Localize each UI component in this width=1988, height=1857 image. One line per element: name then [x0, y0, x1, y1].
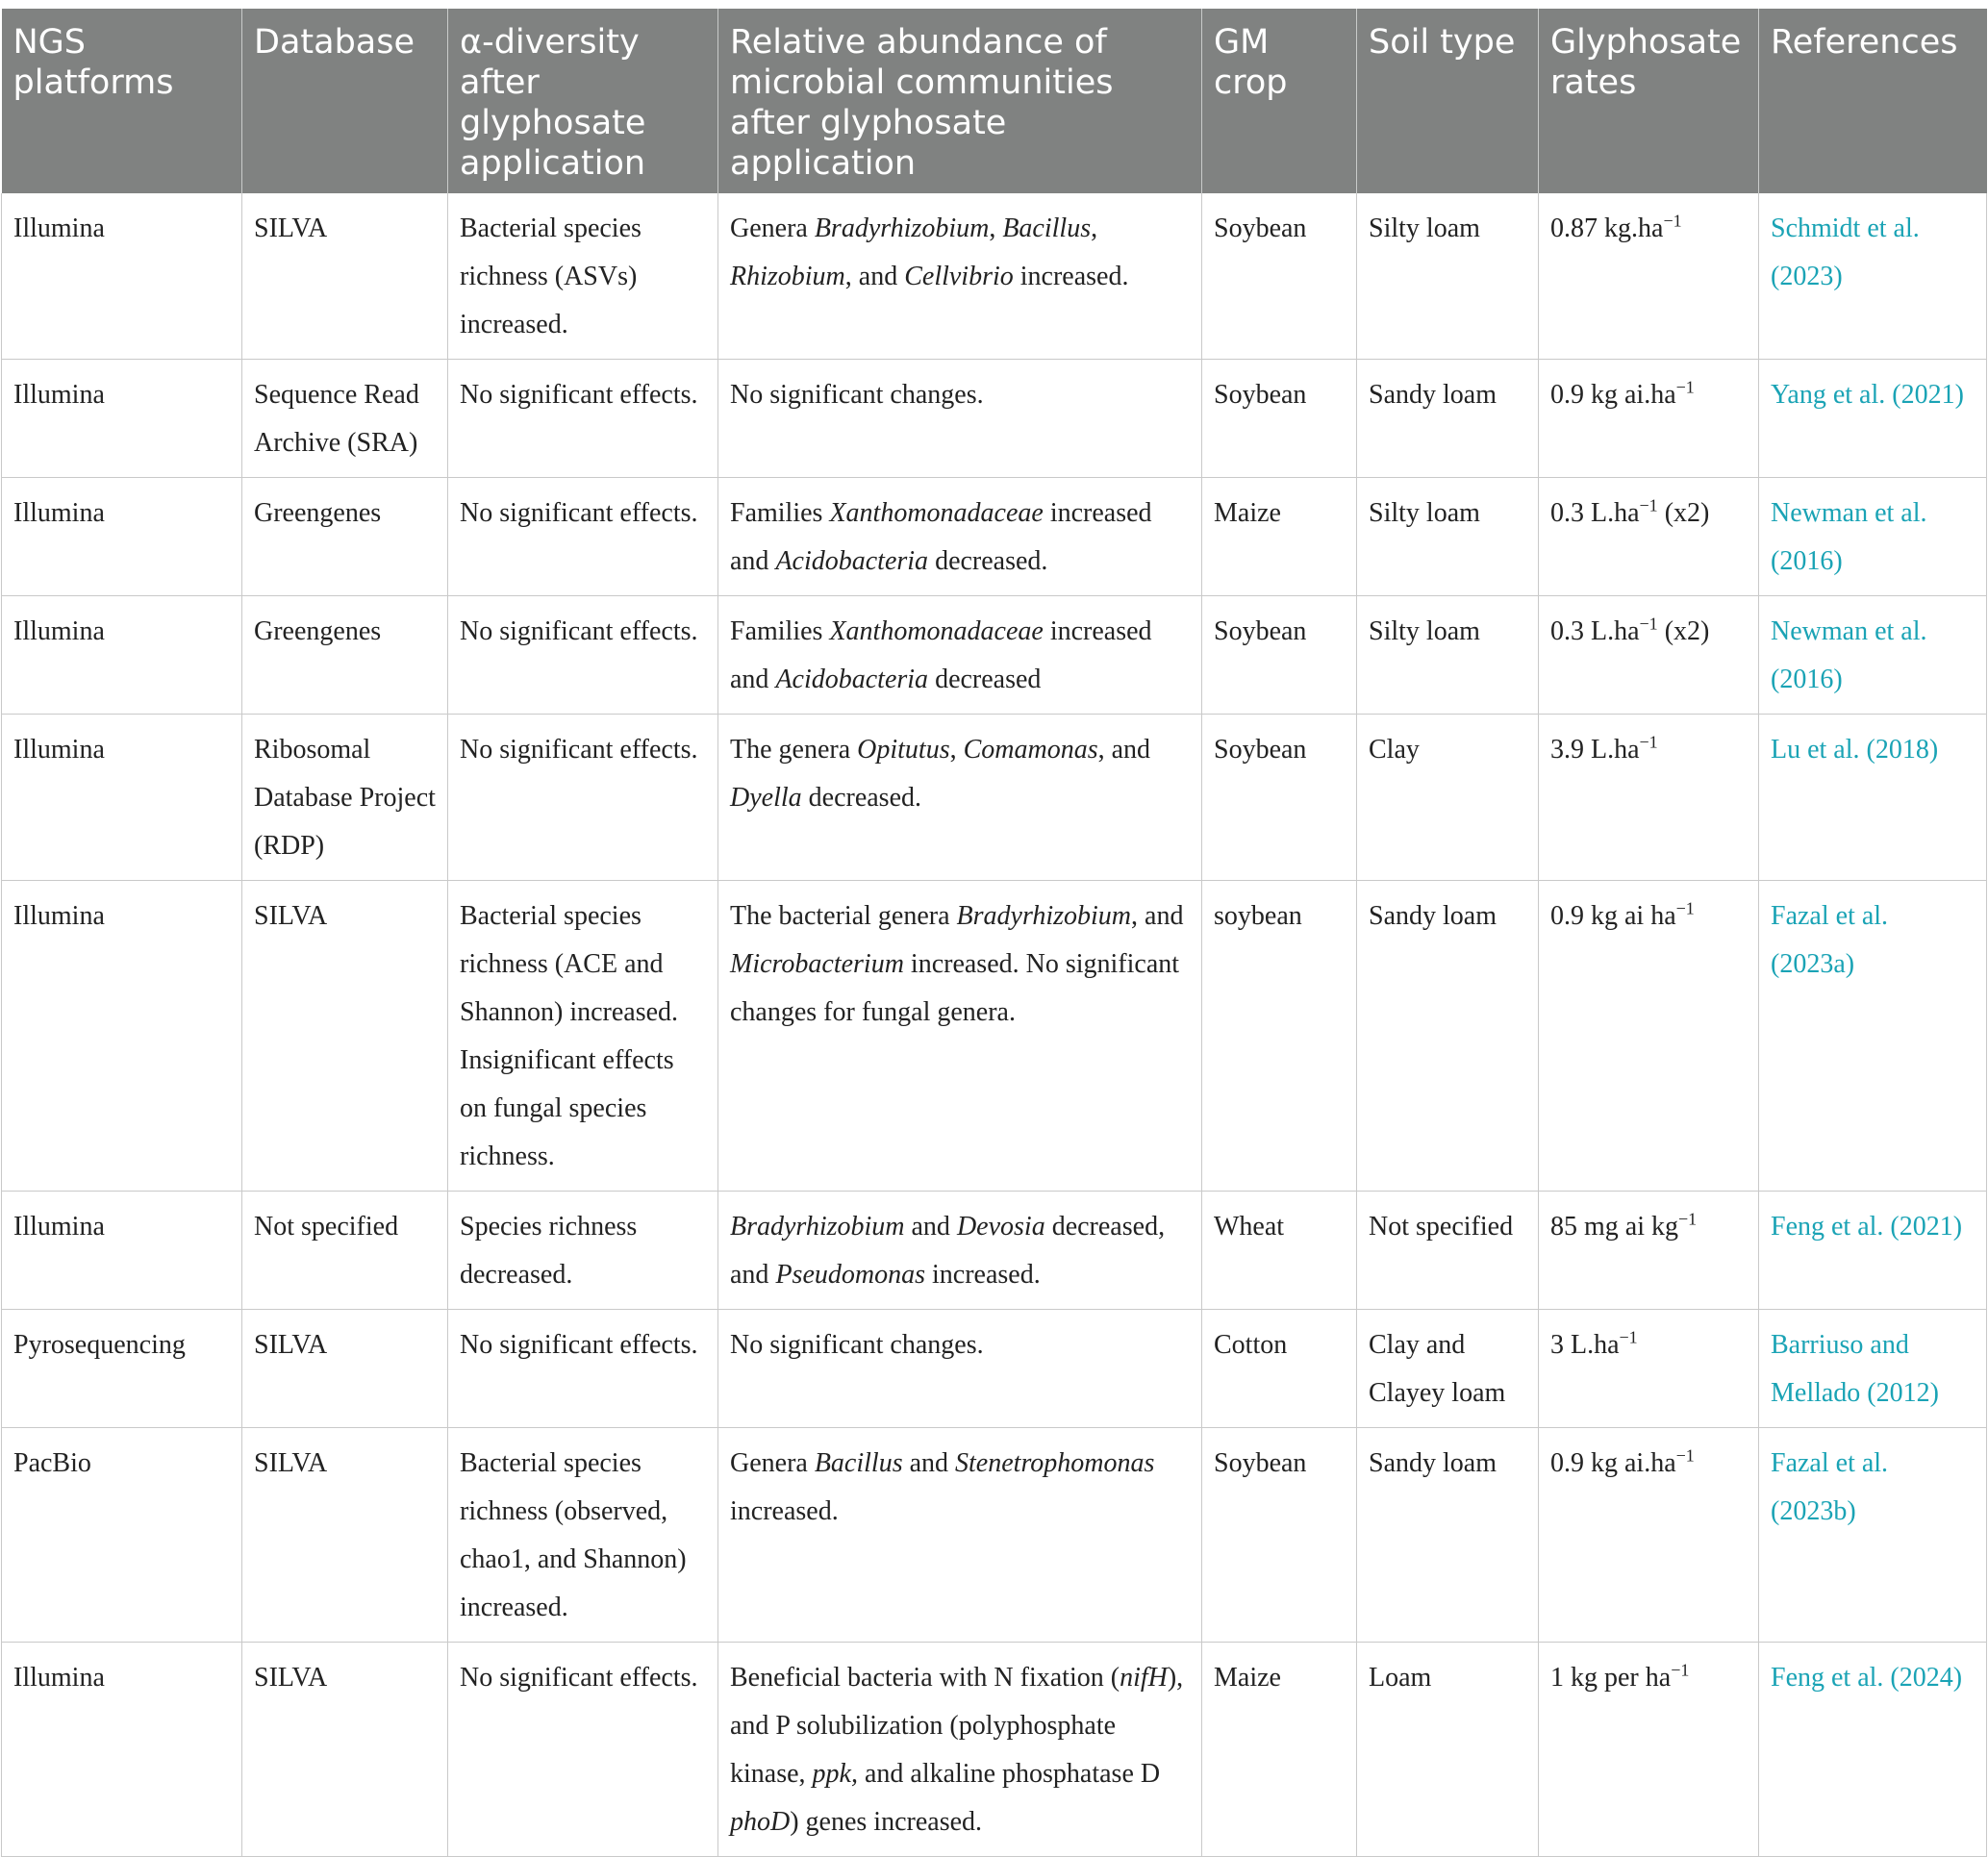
header-relative-abundance: Relative abundance of microbial communities after glyphosate application [718, 9, 1202, 193]
cell-ngs-platform: PacBio [2, 1428, 242, 1643]
header-soil-type: Soil type [1357, 9, 1539, 193]
header-gm-crop: GM crop [1202, 9, 1357, 193]
cell-relative-abundance [718, 360, 1202, 478]
cell-database: Ribosomal Database Project (RDP) [242, 715, 448, 881]
taxon-name: Acidobacteria [775, 665, 929, 694]
taxon-name: Pseudomonas [775, 1260, 925, 1290]
text-segment: No significant changes. [730, 380, 984, 410]
table-row [2, 478, 1987, 596]
cell-soil-type: Silty loam [1357, 596, 1539, 715]
text-segment: and [902, 1448, 956, 1478]
rate-value: 0.9 kg ai ha [1550, 901, 1676, 931]
text-segment: increased and [730, 616, 1152, 694]
text-segment: , and [1131, 901, 1184, 931]
cell-glyphosate-rate [1539, 1643, 1759, 1857]
cell-soil-type: Not specified [1357, 1192, 1539, 1310]
header-glyphosate-rates: Glyphosate rates [1539, 9, 1759, 193]
reference-link[interactable]: Feng et al. (2024) [1771, 1663, 1963, 1693]
table-row [2, 360, 1987, 478]
cell-reference [1759, 193, 1987, 360]
cell-ngs-platform: Illumina [2, 715, 242, 881]
rate-value: 1 kg per ha [1550, 1663, 1672, 1693]
reference-link[interactable]: Fazal et al. (2023b) [1771, 1448, 1889, 1526]
rate-exponent: −1 [1675, 377, 1695, 397]
cell-gm-crop: Cotton [1202, 1310, 1357, 1428]
taxon-name: Xanthomonadaceae [829, 498, 1044, 528]
taxon-name: Rhizobium [730, 262, 845, 291]
table-row [2, 596, 1987, 715]
text-segment: Families [730, 616, 830, 646]
taxon-name: Dyella [730, 783, 802, 813]
rate-exponent: −1 [1675, 1445, 1695, 1466]
taxon-name: Bacillus [814, 1448, 903, 1478]
cell-relative-abundance [718, 1428, 1202, 1643]
text-segment: The bacterial genera [730, 901, 957, 931]
text-segment: increased. [924, 1260, 1041, 1290]
text-segment: and alkaline phosphatase D [857, 1759, 1161, 1789]
rate-value: 3.9 L.ha [1550, 735, 1640, 765]
cell-alpha-diversity: No significant effects. [448, 478, 718, 596]
cell-reference [1759, 1310, 1987, 1428]
text-segment: Genera [730, 213, 815, 243]
cell-soil-type: Loam [1357, 1643, 1539, 1857]
cell-glyphosate-rate [1539, 478, 1759, 596]
taxon-name: Opitutus [857, 735, 950, 765]
cell-ngs-platform: Illumina [2, 1643, 242, 1857]
taxon-name: nifH [1120, 1663, 1168, 1693]
cell-alpha-diversity: No significant effects. [448, 360, 718, 478]
header-ngs-platforms: NGS platforms [2, 9, 242, 193]
taxon-name: Stenetrophomonas [955, 1448, 1155, 1478]
cell-gm-crop: Maize [1202, 478, 1357, 596]
rate-exponent: −1 [1639, 495, 1658, 515]
cell-glyphosate-rate [1539, 360, 1759, 478]
cell-database: SILVA [242, 1643, 448, 1857]
cell-ngs-platform: Illumina [2, 596, 242, 715]
cell-database: SILVA [242, 193, 448, 360]
table-row [2, 1428, 1987, 1643]
cell-soil-type: Sandy loam [1357, 360, 1539, 478]
cell-relative-abundance [718, 881, 1202, 1192]
cell-glyphosate-rate [1539, 715, 1759, 881]
cell-alpha-diversity: Bacterial species richness (ACE and Shannon) increased. Insignificant effects on fungal species richness. [448, 881, 718, 1192]
text-segment: increased. No significant changes for fungal genera. [730, 949, 1180, 1027]
cell-gm-crop: Soybean [1202, 596, 1357, 715]
cell-relative-abundance [718, 193, 1202, 360]
cell-soil-type: Silty loam [1357, 193, 1539, 360]
reference-link[interactable]: Schmidt et al. (2023) [1771, 213, 1920, 291]
table-row [2, 715, 1987, 881]
cell-reference [1759, 596, 1987, 715]
cell-alpha-diversity: Bacterial species richness (ASVs) increased. [448, 193, 718, 360]
text-segment: Genera [730, 1448, 815, 1478]
rate-exponent: −1 [1671, 1660, 1690, 1680]
cell-alpha-diversity: Species richness decreased. [448, 1192, 718, 1310]
rate-exponent: −1 [1619, 1327, 1638, 1347]
text-segment: increased. [1013, 262, 1129, 291]
text-segment: , [989, 213, 1003, 243]
rate-value: 85 mg ai kg [1550, 1212, 1678, 1242]
table-body [2, 193, 1987, 1857]
cell-ngs-platform: Illumina [2, 1192, 242, 1310]
cell-database: SILVA [242, 1310, 448, 1428]
cell-soil-type: Sandy loam [1357, 1428, 1539, 1643]
taxon-name: Bradyrhizobium [730, 1212, 905, 1242]
text-segment: , [949, 735, 964, 765]
cell-reference [1759, 478, 1987, 596]
cell-reference [1759, 1643, 1987, 1857]
text-segment: ), and P solubilization (polyphosphate kinase, [730, 1663, 1184, 1789]
cell-ngs-platform: Illumina [2, 478, 242, 596]
cell-glyphosate-rate [1539, 1428, 1759, 1643]
cell-relative-abundance [718, 1192, 1202, 1310]
cell-glyphosate-rate [1539, 1310, 1759, 1428]
taxon-name: ppk, [812, 1759, 858, 1789]
header-database: Database [242, 9, 448, 193]
rate-exponent: −1 [1675, 898, 1695, 918]
cell-reference [1759, 715, 1987, 881]
cell-gm-crop: Soybean [1202, 1428, 1357, 1643]
rate-exponent: −1 [1678, 1209, 1698, 1229]
reference-link[interactable]: Newman et al. (2016) [1771, 616, 1927, 694]
rate-exponent: −1 [1663, 211, 1682, 231]
cell-database: SILVA [242, 1428, 448, 1643]
text-segment: No significant changes. [730, 1330, 984, 1360]
cell-gm-crop: Soybean [1202, 360, 1357, 478]
text-segment: increased and [730, 498, 1152, 576]
cell-alpha-diversity: Bacterial species richness (observed, chao1, and Shannon) increased. [448, 1428, 718, 1643]
table-row [2, 193, 1987, 360]
rate-value: 0.9 kg ai.ha [1550, 380, 1676, 410]
text-segment: The genera [730, 735, 858, 765]
cell-database: SILVA [242, 881, 448, 1192]
data-table [1, 9, 1987, 1857]
cell-soil-type: Clay and Clayey loam [1357, 1310, 1539, 1428]
rate-value: 3 L.ha [1550, 1330, 1620, 1360]
text-segment: decreased [928, 665, 1042, 694]
table-row [2, 1192, 1987, 1310]
cell-reference [1759, 1428, 1987, 1643]
cell-gm-crop: Soybean [1202, 193, 1357, 360]
reference-link[interactable]: Fazal et al. (2023a) [1771, 901, 1889, 979]
text-segment: , and [1097, 735, 1151, 765]
cell-gm-crop: Maize [1202, 1643, 1357, 1857]
reference-link[interactable]: Newman et al. (2016) [1771, 498, 1927, 576]
text-segment: decreased, and [730, 1212, 1166, 1290]
cell-reference [1759, 360, 1987, 478]
cell-database: Greengenes [242, 596, 448, 715]
text-segment: decreased. [928, 546, 1048, 576]
table-row [2, 1643, 1987, 1857]
cell-reference [1759, 881, 1987, 1192]
taxon-name: Bacillus [1002, 213, 1092, 243]
taxon-name: phoD [730, 1807, 791, 1837]
rate-value: 0.87 kg.ha [1550, 213, 1664, 243]
reference-link[interactable]: Lu et al. (2018) [1771, 735, 1939, 765]
reference-link[interactable]: Yang et al. (2021) [1771, 380, 1964, 410]
taxon-name: Xanthomonadaceae [829, 616, 1044, 646]
reference-link[interactable]: Feng et al. (2021) [1771, 1212, 1963, 1242]
text-segment: and [904, 1212, 957, 1242]
cell-glyphosate-rate [1539, 193, 1759, 360]
rate-exponent: −1 [1639, 614, 1658, 634]
text-segment: increased. [730, 1496, 839, 1526]
cell-ngs-platform: Pyrosequencing [2, 1310, 242, 1428]
cell-database: Sequence Read Archive (SRA) [242, 360, 448, 478]
reference-link[interactable]: Barriuso and Mellado (2012) [1771, 1330, 1939, 1408]
cell-gm-crop: Soybean [1202, 715, 1357, 881]
cell-relative-abundance [718, 1643, 1202, 1857]
cell-database: Greengenes [242, 478, 448, 596]
cell-reference [1759, 1192, 1987, 1310]
cell-soil-type: Sandy loam [1357, 881, 1539, 1192]
cell-glyphosate-rate [1539, 596, 1759, 715]
cell-ngs-platform: Illumina [2, 360, 242, 478]
cell-soil-type: Clay [1357, 715, 1539, 881]
cell-gm-crop: Wheat [1202, 1192, 1357, 1310]
text-segment: Families [730, 498, 830, 528]
taxon-name: Bradyrhizobium [814, 213, 990, 243]
table-row [2, 1310, 1987, 1428]
rate-value: 0.3 L.ha [1550, 498, 1640, 528]
text-segment: , [1091, 213, 1098, 243]
taxon-name: Devosia [956, 1212, 1045, 1242]
cell-soil-type: Silty loam [1357, 478, 1539, 596]
rate-value: 0.3 L.ha [1550, 616, 1640, 646]
cell-alpha-diversity: No significant effects. [448, 1310, 718, 1428]
cell-relative-abundance [718, 596, 1202, 715]
header-alpha-diversity: α-diversity after glyphosate application [448, 9, 718, 193]
text-segment: , and [844, 262, 905, 291]
table-header [2, 9, 1987, 193]
cell-alpha-diversity: No significant effects. [448, 596, 718, 715]
text-segment: Beneficial bacteria with N fixation ( [730, 1663, 1120, 1693]
rate-exponent: −1 [1639, 732, 1658, 752]
cell-ngs-platform: Illumina [2, 193, 242, 360]
taxon-name: Microbacterium [730, 949, 904, 979]
cell-relative-abundance [718, 715, 1202, 881]
rate-value: 0.9 kg ai.ha [1550, 1448, 1676, 1478]
taxon-name: Comamonas [963, 735, 1098, 765]
cell-database: Not specified [242, 1192, 448, 1310]
rate-suffix: (x2) [1657, 616, 1710, 646]
cell-alpha-diversity: No significant effects. [448, 1643, 718, 1857]
taxon-name: Cellvibrio [904, 262, 1014, 291]
table-row [2, 881, 1987, 1192]
cell-glyphosate-rate [1539, 881, 1759, 1192]
header-references: References [1759, 9, 1987, 193]
text-segment: decreased. [801, 783, 921, 813]
cell-ngs-platform: Illumina [2, 881, 242, 1192]
cell-alpha-diversity: No significant effects. [448, 715, 718, 881]
taxon-name: Acidobacteria [775, 546, 929, 576]
header-row [2, 9, 1987, 193]
cell-relative-abundance [718, 1310, 1202, 1428]
rate-suffix: (x2) [1657, 498, 1710, 528]
cell-glyphosate-rate [1539, 1192, 1759, 1310]
cell-gm-crop: soybean [1202, 881, 1357, 1192]
cell-relative-abundance [718, 478, 1202, 596]
taxon-name: Bradyrhizobium [956, 901, 1132, 931]
text-segment: ) genes increased. [790, 1807, 983, 1837]
